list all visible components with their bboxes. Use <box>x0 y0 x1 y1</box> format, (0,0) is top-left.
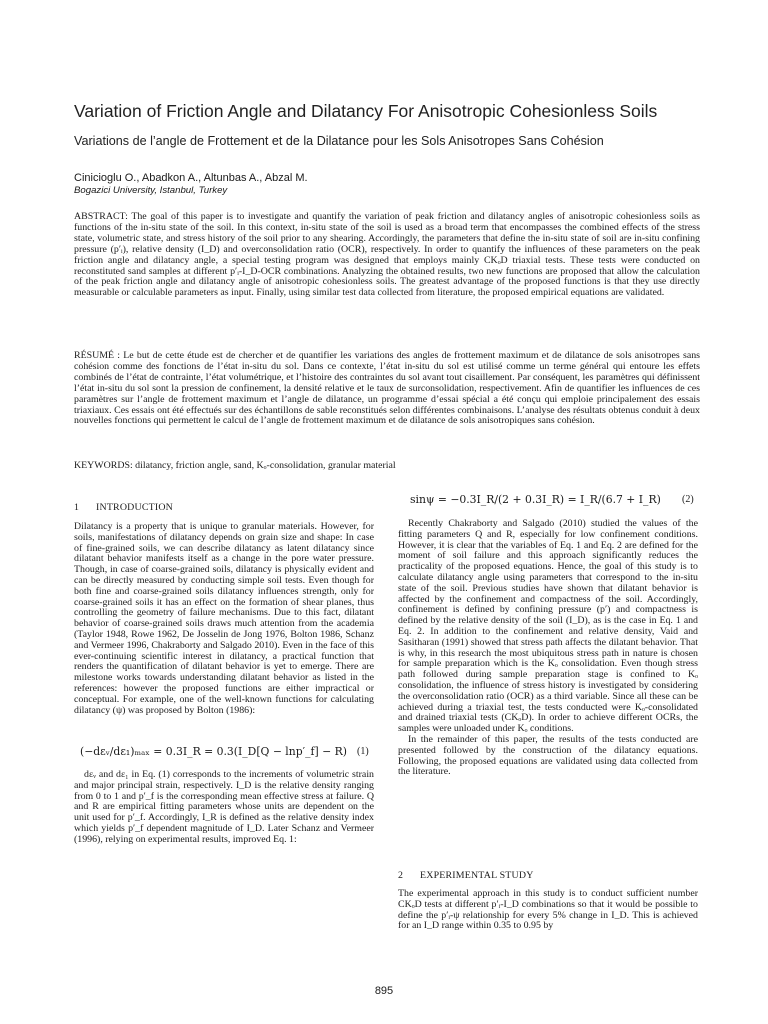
experimental-paragraph <box>398 889 698 932</box>
affiliation: Bogazici University, Istanbul, Turkey <box>74 185 228 196</box>
intro-text: Dilatancy is a property that is unique to granular materials. However, for soils, manifestations of dilatancy depends on grain size and shape: In case of fine-grained soils, we can describe dilatancy as latent dilatancy since dilatant behavior manifests itself as a change in the pore water pressure. Though, in case of coarse-grained soils, dilatancy is physically evident and can be directly measured by conducting simple soil tests. Even though for both fine and coarse-grained soils dilatancy influences strength, only for coarse-grained soils it has an effect on the formation of shear planes, thus controlling the geometry of failure mechanisms. Due to this fact, dilatant behavior of coarse-grained soils draws much attention from the academia (Taylor 1948, Rowe 1962, De Josselin de Jong 1976, Bolton 1986, Schanz and Vermeer 1996, Chakraborty and Salgado 2010). Even in the face of this ever-continuing scientific interest in dilatancy, a practical function that renders the quantification of dilatant behavior is yet to emerge. There are milestone works towards understanding dilatant behavior as listed in the references: however the proposed functions are either impractical or conceptual. For example, one of the well-known functions for calculating dilatancy (ψ) was proposed by Bolton (1986): <box>74 521 374 716</box>
paper-subtitle-french: Variations de l’angle de Frottement et de la Dilatance pour les Sols Anisotropes Sans Cohésion <box>74 134 604 148</box>
equation-1: (−dεᵥ/dε₁)ₘₐₓ = 0.3I_R = 0.3(I_D[Q − lnp′_f] − R) <box>80 745 347 758</box>
right-paragraph-1: Recently Chakraborty and Salgado (2010) studied the values of the fitting parameters Q and R, especially for low confinement conditions. However, it is clear that the variables of Eq. 1 and Eq. 2 are defined for the moment of soil failure and this approach significantly reduces the practicality of the proposed equations. Hence, the goal of this study is to calculate dilatancy angle using parameters that correspond to the in-situ state of the soil. Previous studies have shown that dilatant behavior is affected by the confinement and compactness of the soil. Accordingly, confinement is defined by confining pressure (p′) and compactness is defined by the relative density of the soil (I_D), as is the case in Eq. 1 and Eq. 2. In addition to the confinement and relative density, Vaid and Sasitharan (1991) showed that stress path affects the dilatant behavior. That is why, in this research the most ubiquitous stress path in nature is chosen for sample preparation which is the Kₒ consolidation. Even though stress path followed during sample preparation stage is confined to Kₒ consolidation, the influence of stress history is investigated by considering the overconsolidation ratio (OCR) as a third variable. Since all these can be achieved during a triaxial test, the tests conducted were Kₒ-consolidated and drained triaxial tests (CKₒD). In order to achieve different OCRs, the samples were unloaded under Kₒ conditions. <box>398 518 698 735</box>
section-2-number: 2 <box>398 870 404 881</box>
intro-paragraph-1 <box>74 522 374 716</box>
abstract: ABSTRACT: The goal of this paper is to investigate and quantify the variation of peak friction and dilatancy angles of anisotropic cohesionless soils as functions of the in-situ state of the soil. In this context, in-situ state of the soil is used as a broad term that encompasses the combined effects of the stress state, volumetric state, and stress history of the soil prior to any shearing. Accordingly, the parameters that define the in-situ state of soil are in-situ confining pressure (p′ᵢ), relative density (I_D) and overconsolidation ratio (OCR), respectively. In order to quantify the influences of these parameters on the peak friction angle and dilatancy angle, a special testing program was designed that employs mainly CKₒD triaxial tests. These tests were conducted on reconstituted sand samples at different p′ᵢ-I_D-OCR combinations. Analyzing the obtained results, two new functions are proposed that allow the calculation of the peak friction angle and dilatancy angle of anisotropic cohesionless soils. The greatest advantage of the proposed functions is that they use directly measurable or calculable parameters as input. Finally, using similar test data collected from literature, the proposed empirical equations are validated. <box>74 211 700 299</box>
experimental-text: The experimental approach in this study is to conduct sufficient number CKₒD tests at different p′ᵢ-I_D combinations so that it would be possible to define the p′ᵢ-ψ relationship for every 5% change in I_D. This is achieved for an I_D range within 0.35 to 0.95 by <box>398 888 698 932</box>
equation-2: sinψ = −0.3I_R/(2 + 0.3I_R) = I_R/(6.7 + I_R) <box>410 493 661 506</box>
page-number: 895 <box>374 985 394 997</box>
right-paragraph-2: In the remainder of this paper, the results of the tests conducted are presented followed by the construction of the dilatancy equations. Following, the proposed equations are validated using data collected from the literature. <box>398 733 698 778</box>
section-1-title: INTRODUCTION <box>96 502 174 513</box>
right-column-text <box>398 519 698 778</box>
resume: RÉSUMÉ : Le but de cette étude est de chercher et de quantifier les variations des angles de frottement maximum et de dilatance de sols anisotropes sans cohésion comme des fonctions de l’état in-situ du sol. Dans ce contexte, l’état in-situ du sol est utilisé comme un terme général qui entoure les effets combinés de l’état de contrainte, l’état volumétrique, et l’histoire des contraintes du sol avant tout cisaillement. Par conséquent, les paramètres qui définissent l’état in-situ du sol sont la pression de confinement, la densité relative et le taux de surconsolidation, respectivement. Afin de quantifier les influences de ces paramètres sur l’angle de frottement maximum et l’angle de dilatance, un programme d’essai spécial a été conçu qui emploie principalement des essais triaxiaux. Ces essais ont été effectués sur des échantillons de sable reconstitués selon différentes combinaisons. L’analyse des résultats obtenus conduit à deux nouvelles fonctions qui permettent le calcul de l’angle de frottement maximum et de dilatance de sols anisotropiques sans cohésion. <box>74 350 700 427</box>
section-1-heading <box>74 502 173 514</box>
keywords: KEYWORDS: dilatancy, friction angle, sand, Kₒ-consolidation, granular material <box>74 460 396 471</box>
section-2-heading <box>398 870 534 882</box>
equation-2-number: (2) <box>682 494 694 505</box>
intro-text-2: dεᵥ and dε₁ in Eq. (1) corresponds to the increments of volumetric strain and major principal strain, respectively. I_D is the relative density ranging from 0 to 1 and p′_f is the corresponding mean effective stress at failure. Q and R are empirical fitting parameters whose units are dependent on the unit used for p′_f. Accordingly, I_R is defined as the relative density index which yields p′_f dependent magnitude of I_D. Later Schanz and Vermeer (1996), relying on experimental results, improved Eq. 1: <box>74 769 374 845</box>
equation-1-number: (1) <box>357 746 369 757</box>
authors: Cinicioglu O., Abadkon A., Altunbas A., Abzal M. <box>74 172 308 184</box>
intro-paragraph-2 <box>74 770 374 846</box>
section-2-title: EXPERIMENTAL STUDY <box>420 870 534 881</box>
section-1-number: 1 <box>74 502 80 513</box>
paper-title: Variation of Friction Angle and Dilatancy For Anisotropic Cohesionless Soils <box>74 101 658 121</box>
